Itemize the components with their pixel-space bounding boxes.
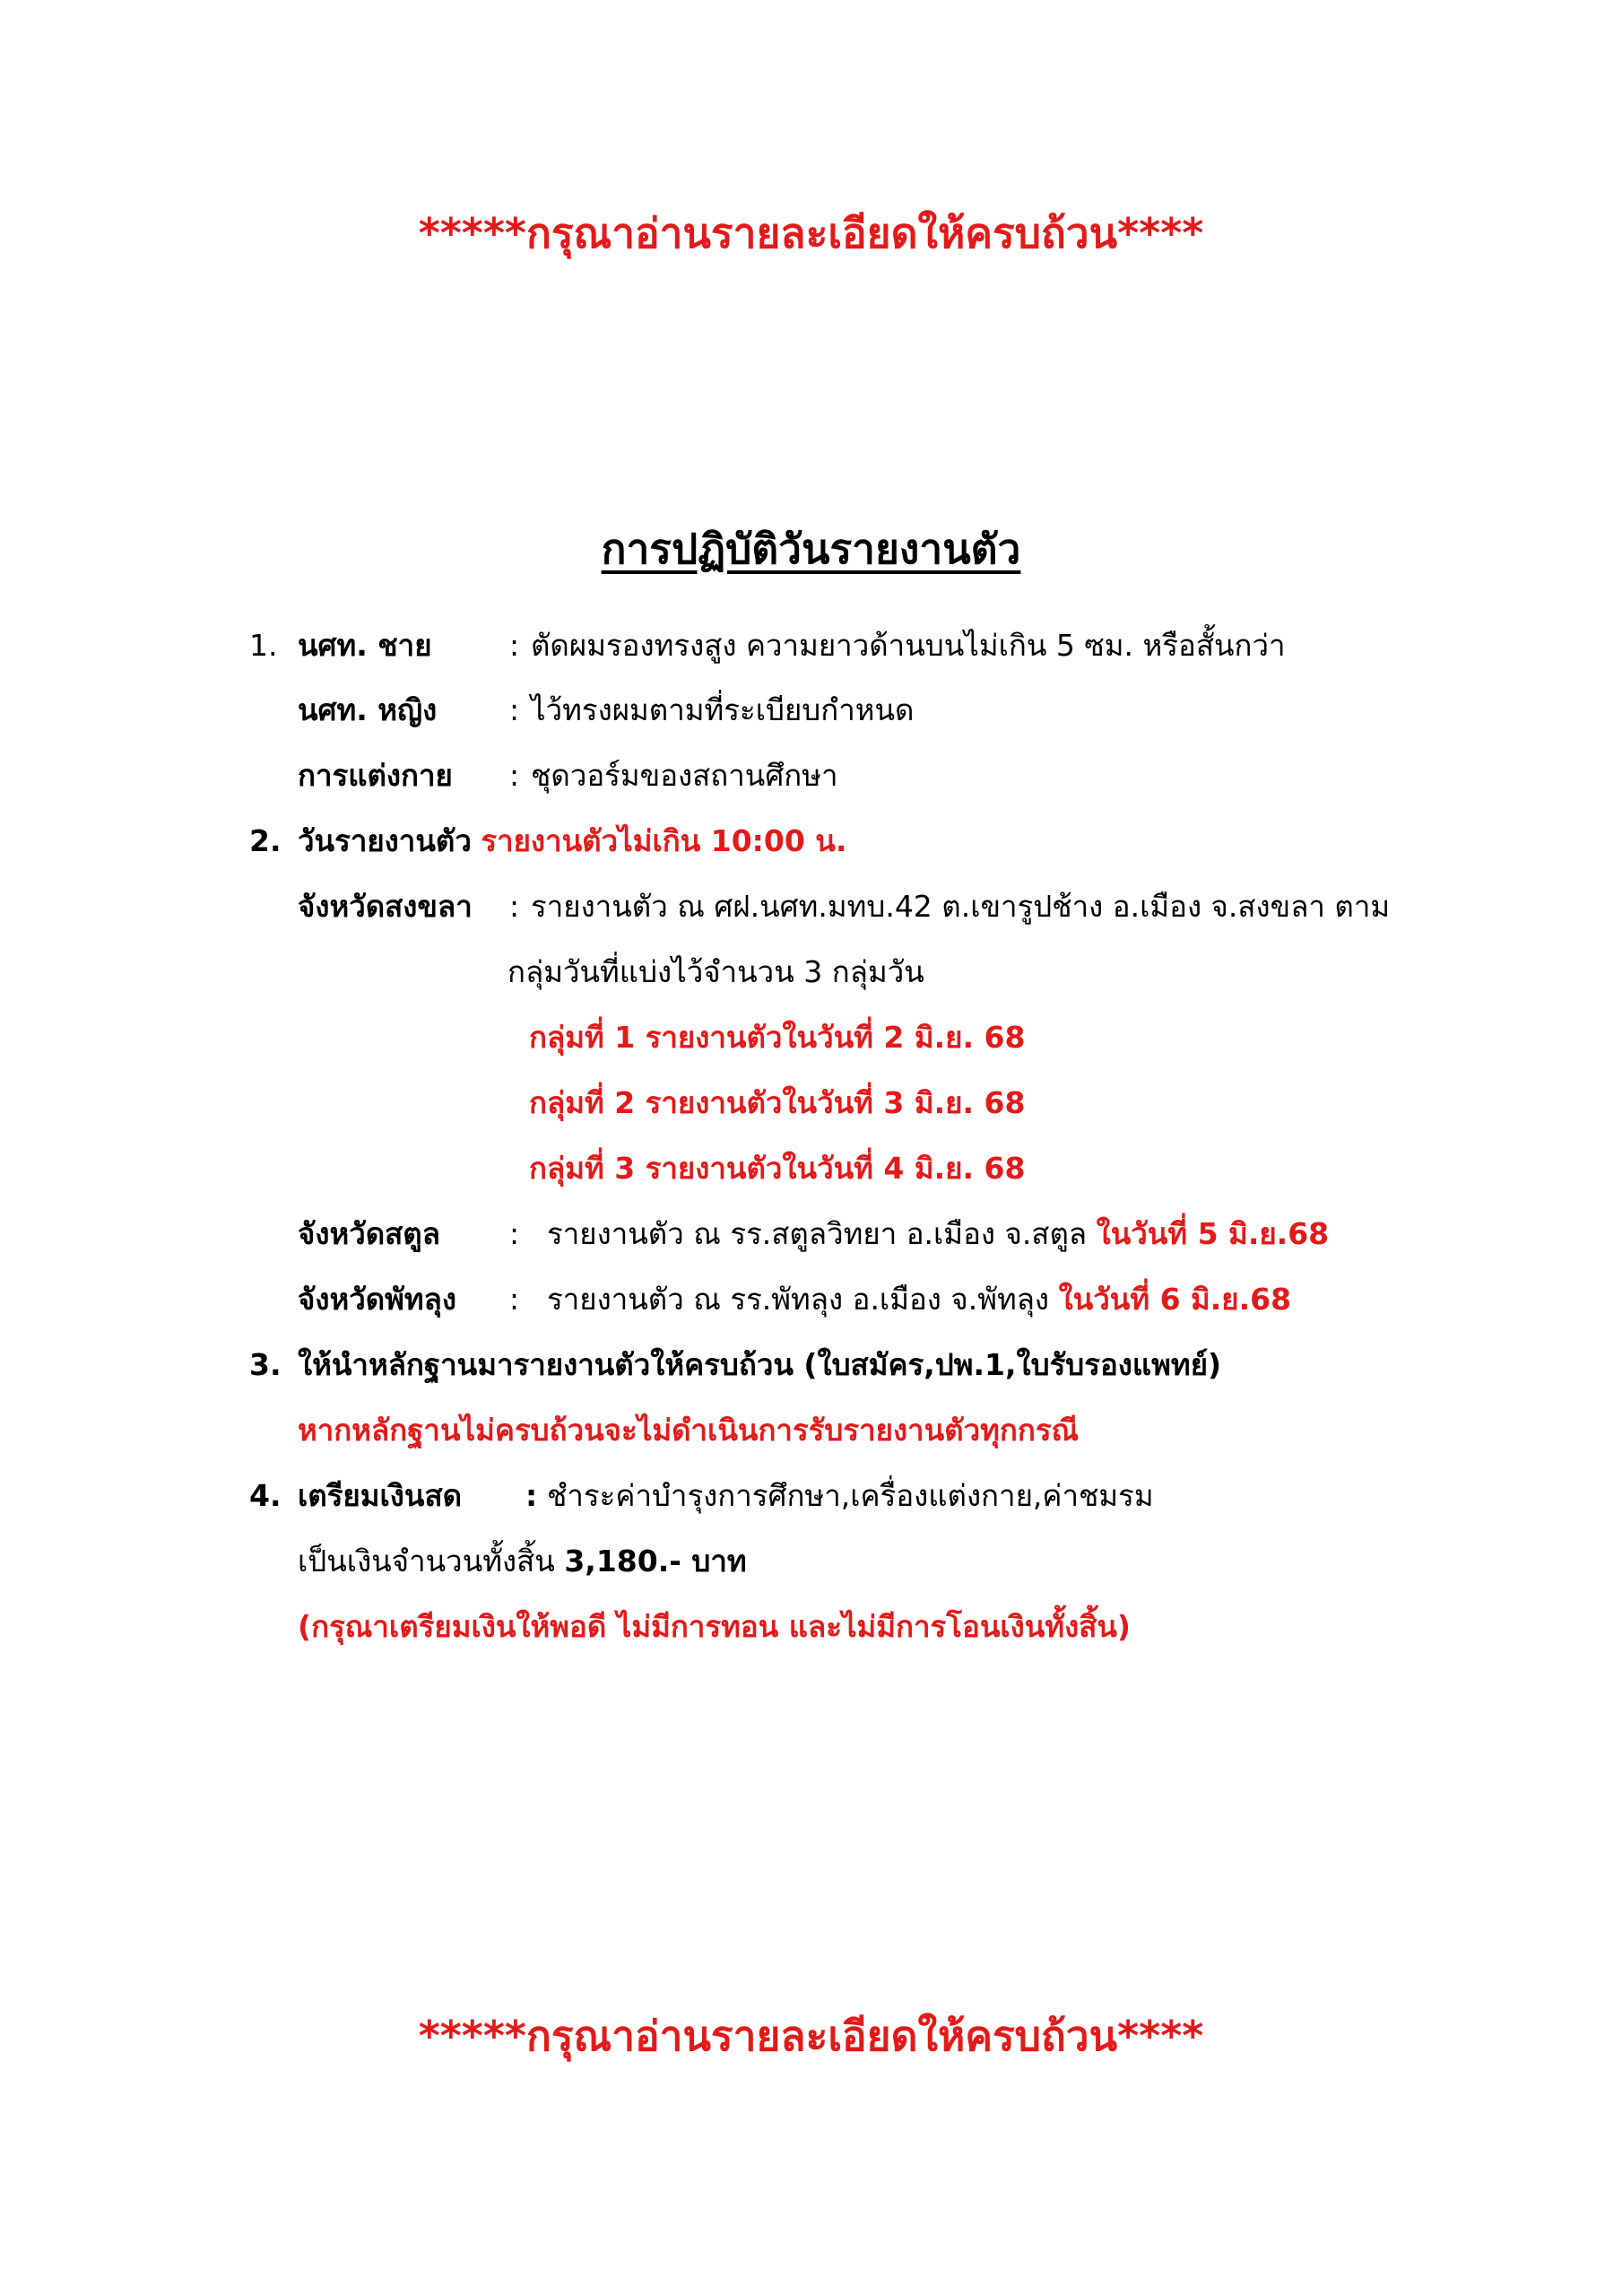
satun-row [298,1207,1329,1261]
item1-number: 1. [249,628,278,663]
page-title: การปฏิบัติวันรายงานตัว [601,525,1021,573]
documents-text: ให้นำหลักฐานมารายงานตัวให้ครบถ้วน (ใบสมัคร,ปพ.1,ใบรับรองแพทย์) [298,1347,1222,1382]
phatthalung-date: ในวันที่ 6 มิ.ย.68 [1058,1282,1292,1317]
dress-colon: : [509,758,520,793]
male-label: นศท. ชาย [298,628,432,663]
item1-row-dress [298,749,838,803]
cash-note: (กรุณาเตรียมเงินให้พอดี ไม่มีการทอน และไม่มีการโอนเงินทั้งสิ้น) [298,1609,1131,1644]
satun-date: ในวันที่ 5 มิ.ย.68 [1096,1216,1330,1251]
cash-text: ชำระค่าบำรุงการศึกษา,เครื่องแต่งกาย,ค่าชมรม [547,1478,1154,1513]
item3-row [249,1338,1221,1392]
amount-value: 3,180.- บาท [564,1544,747,1578]
songkhla-row [298,880,1390,934]
notice-banner-bottom: *****กรุณาอ่านรายละเอียดให้ครบถ้วน**** [418,2012,1204,2060]
female-label: นศท. หญิง [298,692,438,727]
dress-label: การแต่งกาย [298,758,453,793]
male-colon: : [509,628,520,663]
item4-row [249,1469,1154,1523]
report-day-label: วันรายงานตัว [298,823,472,858]
dress-text: ชุดวอร์มของสถานศึกษา [531,758,838,793]
female-colon: : [509,692,520,727]
songkhla-text-cont: กลุ่มวันที่แบ่งไว้จำนวน 3 กลุ่มวัน [507,954,924,989]
songkhla-text: รายงานตัว ณ ศฝ.นศท.มทบ.42 ต.เขารูปช้าง อ.เมือง จ.สงขลา ตาม [531,889,1391,924]
songkhla-group-2: กลุ่มที่ 2 รายงานตัวในวันที่ 3 มิ.ย. 68 [529,1085,1026,1120]
satun-colon: : [509,1216,520,1251]
item2-number: 2. [249,823,282,858]
phatthalung-row [298,1273,1291,1326]
amount-prefix: เป็นเงินจำนวนทั้งสิ้น [298,1544,555,1578]
documents-warning: หากหลักฐานไม่ครบถ้วนจะไม่ดำเนินการรับรายงานตัวทุกกรณี [298,1413,1080,1448]
notice-banner-top: *****กรุณาอ่านรายละเอียดให้ครบถ้วน**** [418,209,1204,257]
item1-row-male [249,619,1286,673]
songkhla-group-3: กลุ่มที่ 3 รายงานตัวในวันที่ 4 มิ.ย. 68 [529,1151,1026,1186]
phatthalung-text: รายงานตัว ณ รร.พัทลุง อ.เมือง จ.พัทลุง [547,1282,1050,1317]
female-text: ไว้ทรงผมตามที่ระเบียบกำหนด [531,692,915,727]
songkhla-label: จังหวัดสงขลา [298,889,473,924]
songkhla-group-1: กลุ่มที่ 1 รายงานตัวในวันที่ 2 มิ.ย. 68 [529,1020,1026,1055]
songkhla-row-cont [507,945,924,999]
item2-row-heading [249,814,846,868]
item1-row-female [298,683,915,737]
report-time-highlight: รายงานตัวไม่เกิน 10:00 น. [481,823,847,858]
cash-colon: : [525,1478,538,1513]
amount-row [298,1535,747,1588]
phatthalung-label: จังหวัดพัทลุง [298,1282,457,1317]
item3-number: 3. [249,1347,282,1382]
songkhla-colon: : [509,889,520,924]
satun-label: จังหวัดสตูล [298,1216,440,1251]
phatthalung-colon: : [509,1282,520,1317]
cash-label: เตรียมเงินสด [298,1478,463,1513]
item4-number: 4. [249,1478,282,1513]
satun-text: รายงานตัว ณ รร.สตูลวิทยา อ.เมือง จ.สตูล [547,1216,1088,1251]
male-text: ตัดผมรองทรงสูง ความยาวด้านบนไม่เกิน 5 ซม. หรือสั้นกว่า [531,628,1286,663]
